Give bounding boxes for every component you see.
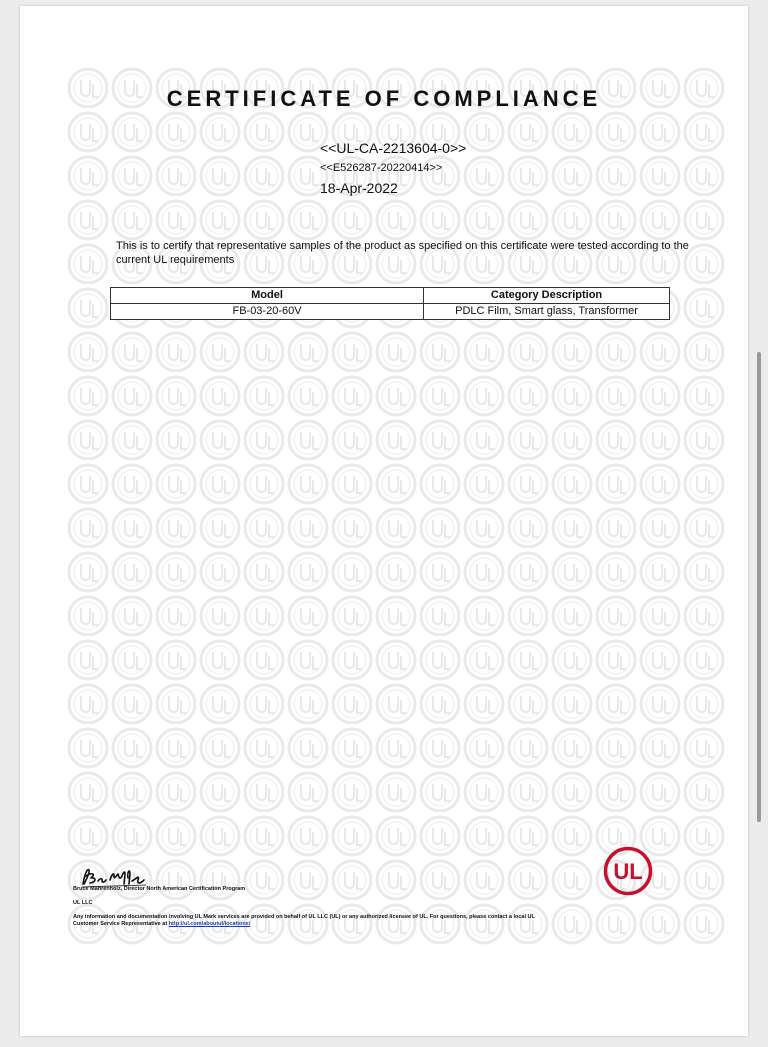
locations-link[interactable]: http://ul.com/aboutul/locations/ (168, 921, 251, 927)
table-row (111, 304, 670, 320)
signatory-name: Bruce Mahrenholz, Director North American Certification Program (73, 886, 246, 892)
certificate-title: CERTIFICATE OF COMPLIANCE (166, 86, 602, 111)
report-reference-value: <<E526287-20220414>> (320, 162, 443, 174)
disclaimer-text: Any information and documentation involving UL Mark services are provided on behalf of UL LLC (UL) or any authorized licensee of UL. For questions, please contact a local UL Customer Service Representative at (73, 914, 535, 927)
category-cell: PDLC Film, Smart glass, Transformer (424, 304, 670, 320)
model-cell: FB-03-20-60V (111, 304, 424, 320)
ul-watermark-pattern (66, 66, 726, 946)
certificate-page (20, 6, 748, 1036)
company-name: UL LLC (73, 900, 93, 906)
table-header-row (111, 288, 670, 304)
scrollbar[interactable] (757, 352, 761, 822)
product-table (110, 287, 670, 320)
column-header-category: Category Description (424, 288, 670, 304)
logo-text: UL (613, 859, 643, 884)
ul-logo-icon (603, 846, 653, 896)
certificate-number-value: <<UL-CA-2213604-0>> (320, 140, 467, 156)
certification-statement: This is to certify that representative samples of the product as specified on this certificate were tested according to the current UL requirements (116, 240, 689, 266)
column-header-model: Model (111, 288, 424, 304)
disclaimer (73, 914, 543, 928)
date-value: 18-Apr-2022 (320, 180, 398, 196)
